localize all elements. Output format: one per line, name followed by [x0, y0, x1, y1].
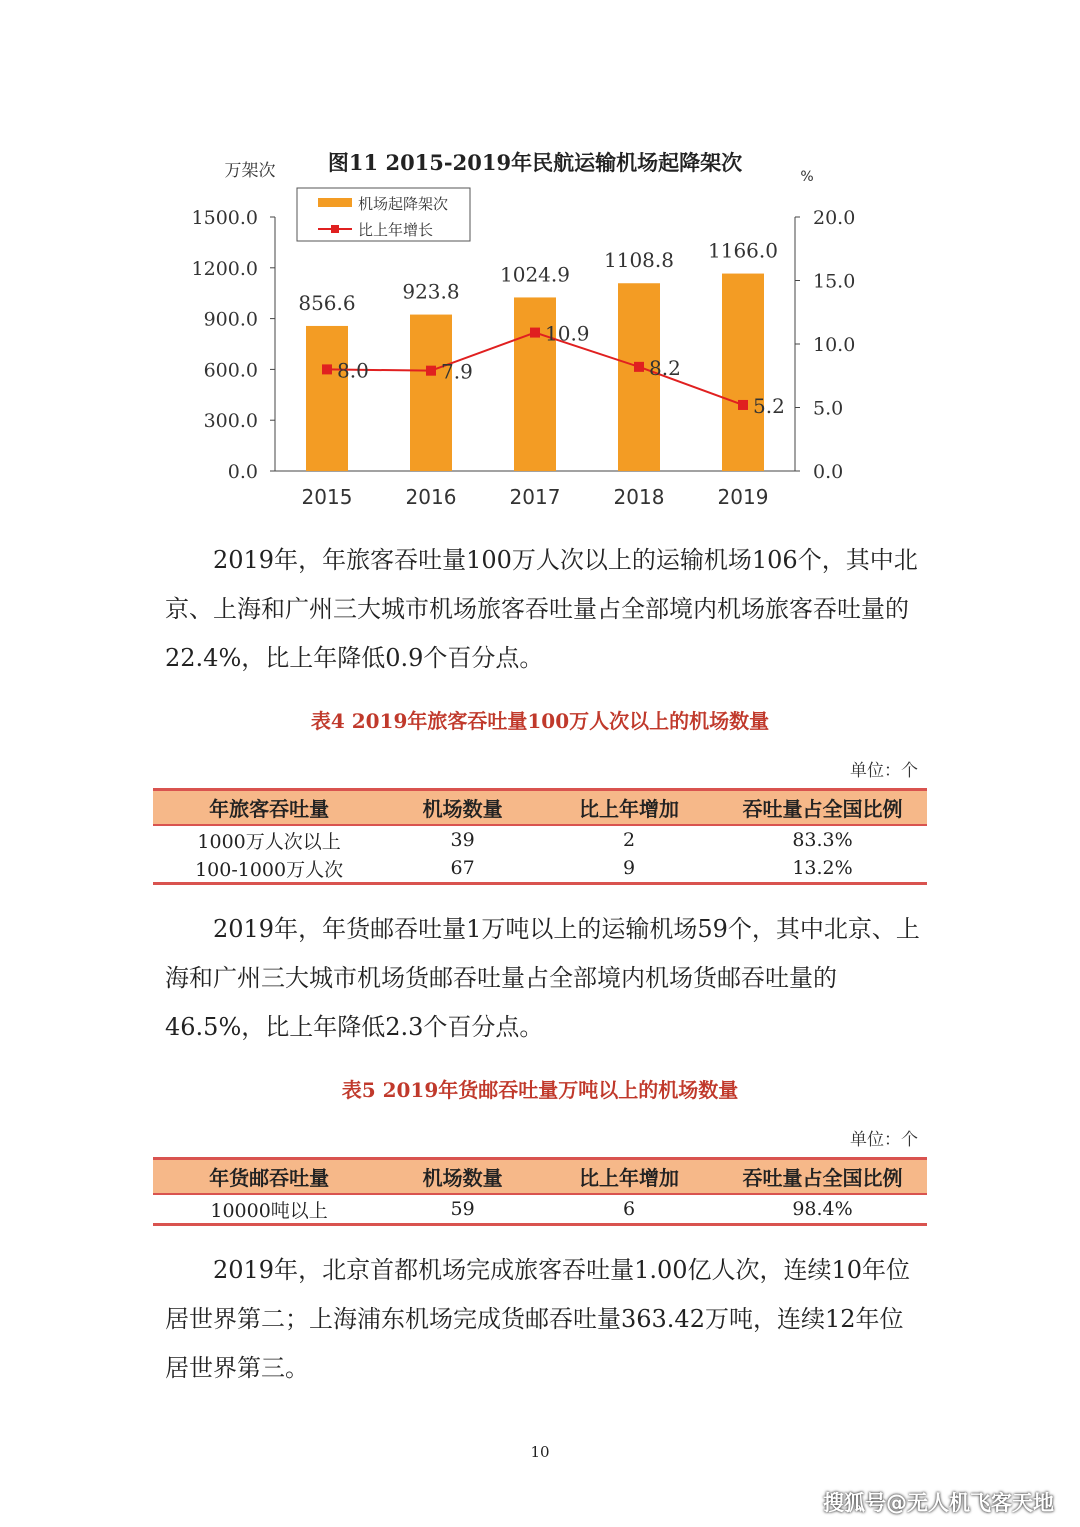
table5-header: 比上年增加: [540, 1159, 718, 1195]
line-value-label: 8.0: [337, 358, 369, 383]
bar-value-label: 1166.0: [708, 238, 778, 263]
y-left-tick-label: 0.0: [227, 461, 258, 483]
legend-line-label: 比上年增长: [358, 221, 434, 239]
x-tick-label: 2019: [717, 485, 769, 509]
table-cell: 100-1000万人次: [153, 854, 385, 884]
y-left-tick-label: 900.0: [203, 308, 258, 331]
chart: [150, 140, 870, 520]
table5-header: 吞吐量占全国比例: [718, 1159, 927, 1195]
table5-unit: 单位：个: [850, 1130, 918, 1150]
table-cell: 67: [385, 854, 540, 884]
table4-header: 比上年增加: [540, 790, 718, 826]
legend-bar-label: 机场起降架次: [358, 195, 449, 213]
y-left-tick-label: 1500.0: [191, 207, 258, 229]
table-cell: 83.3%: [792, 829, 853, 851]
line-point: [634, 362, 644, 372]
watermark: 搜狐号@无人机飞客天地: [823, 1491, 1054, 1515]
page-number: 10: [530, 1443, 550, 1461]
table-cell: 13.2%: [718, 854, 927, 884]
y-right-tick-label: 20.0: [813, 207, 856, 229]
line-value-label: 7.9: [441, 359, 473, 384]
legend-bar-swatch: [318, 198, 352, 207]
y-left-tick-label: 1200.0: [191, 257, 258, 280]
bar-value-label: 923.8: [402, 279, 460, 304]
line-point: [738, 400, 748, 410]
table-cell: 39: [450, 829, 475, 851]
x-tick-label: 2015: [301, 485, 353, 509]
line-value-label: 5.2: [753, 393, 785, 418]
table4-header: 年旅客吞吐量: [153, 790, 385, 826]
table4-header-row: [153, 790, 927, 826]
y-right-tick-label: 15.0: [813, 270, 856, 293]
bar: [410, 315, 452, 471]
y-right-tick-label: 5.0: [813, 397, 844, 420]
y-right-axis-label: %: [800, 169, 814, 185]
line-value-label: 10.9: [545, 321, 590, 346]
table-cell: 1000万人次以上: [197, 830, 341, 853]
table5-header: 年货邮吞吐量: [153, 1159, 385, 1195]
table4-header: 机场数量: [385, 790, 540, 826]
y-right-tick-label: 0.0: [813, 461, 844, 483]
bar-value-label: 856.6: [298, 290, 356, 315]
bar: [722, 274, 764, 471]
table-row: [153, 854, 927, 884]
table5-header: 机场数量: [385, 1159, 540, 1195]
paragraph-2: 2019年，年货邮吞吐量1万吨以上的运输机场59个，其中北京、上海和广州三大城市机场货邮吞吐量占全部境内机场货邮吞吐量的46.5%，比上年降低2.3个百分点。: [165, 915, 920, 1041]
table-row: [153, 825, 927, 854]
bar-value-label: 1024.9: [500, 262, 570, 287]
table-row: [153, 1194, 927, 1225]
table5-header-row: [153, 1159, 927, 1195]
paragraph-1: 2019年，年旅客吞吐量100万人次以上的运输机场106个，其中北京、上海和广州三大城市机场旅客吞吐量占全部境内机场旅客吞吐量的22.4%，比上年降低0.9个百分点。: [165, 546, 918, 672]
y-left-tick-label: 300.0: [203, 410, 258, 433]
bar-value-label: 1108.8: [604, 248, 674, 273]
bar: [306, 326, 348, 471]
line-point: [426, 366, 436, 376]
line-point: [322, 364, 332, 374]
table4-caption: 表4 2019年旅客吞吐量100万人次以上的机场数量: [310, 709, 770, 733]
table5-caption: 表5 2019年货邮吞吐量万吨以上的机场数量: [341, 1078, 739, 1102]
x-tick-label: 2017: [509, 485, 561, 509]
y-right-tick-label: 10.0: [813, 334, 856, 356]
chart-title: 图11 2015-2019年民航运输机场起降架次: [327, 150, 743, 175]
table-cell: 98.4%: [718, 1194, 927, 1225]
x-tick-label: 2016: [405, 485, 457, 509]
table4-unit: 单位：个: [850, 761, 918, 781]
x-tick-label: 2018: [613, 485, 665, 509]
y-left-tick-label: 600.0: [203, 359, 258, 382]
table5: [153, 1157, 927, 1226]
table-cell: 59: [385, 1194, 540, 1225]
table-cell: 9: [540, 854, 718, 884]
line-value-label: 8.2: [649, 355, 681, 380]
legend-line-marker: [331, 225, 339, 233]
table-cell: 2: [622, 829, 636, 851]
y-left-axis-label: 万架次: [224, 161, 276, 181]
line-point: [530, 328, 540, 338]
table4: [153, 788, 927, 885]
table-cell: 10000吨以上: [153, 1194, 385, 1225]
paragraph-3: 2019年，北京首都机场完成旅客吞吐量1.00亿人次，连续10年位居世界第二；上海浦东机场完成货邮吞吐量363.42万吨，连续12年位居世界第三。: [165, 1256, 911, 1382]
table-cell: 6: [540, 1194, 718, 1225]
table4-header: 吞吐量占全国比例: [718, 790, 927, 826]
